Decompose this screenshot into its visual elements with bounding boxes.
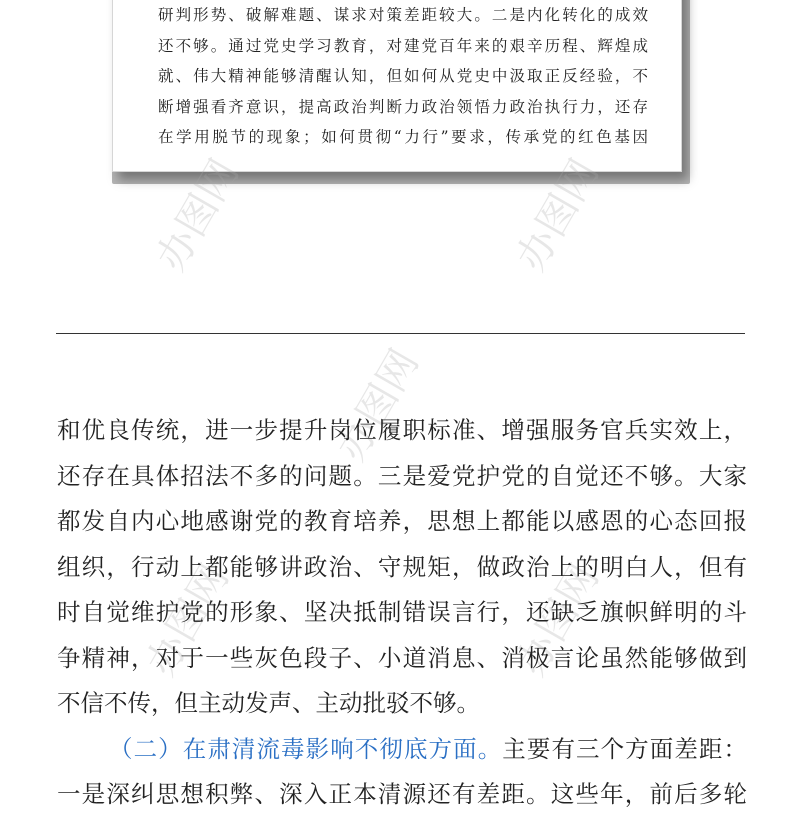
card-line: 还不够。通过党史学习教育，对建党百年来的艰辛历程、辉煌成 (158, 36, 648, 55)
card-line: 就、伟大精神能够清醒认知，但如何从党史中汲取正反经验，不 (158, 67, 648, 85)
body-line: 和优良传统，进一步提升岗位履职标准、增强服务官兵实效上， (57, 416, 747, 444)
card-line: 研判形势、破解难题、谋求对策差距较大。二是内化转化的成效 (158, 6, 648, 24)
body-line: 时自觉维护党的形象、坚决抵制错误言行，还缺乏旗帜鲜明的斗 (57, 598, 747, 626)
watermark: 办图网 (328, 341, 428, 469)
body-line: 不信不传，但主动发声、主动批驳不够。 (57, 689, 480, 717)
section-heading: （二）在肃清流毒影响不彻底方面。 (109, 734, 503, 763)
card-line: 在学用脱节的现象；如何贯彻“力行”要求，传承党的红色基因 (158, 128, 648, 146)
card-line: 断增强看齐意识，提高政治判断力政治领悟力政治执行力，还存 (158, 97, 648, 116)
watermark: 办图网 (508, 151, 608, 279)
body-text (57, 408, 747, 818)
body-line: 争精神，对于一些灰色段子、小道消息、消极言论虽然能够做到 (57, 643, 747, 672)
section-heading-line (57, 727, 747, 773)
body-line: 还存在具体招法不多的问题。三是爱党护党的自觉还不够。大家 (57, 461, 747, 490)
body-line: 都发自内心地感谢党的教育培养，思想上都能以感恩的心态回报 (57, 507, 747, 535)
document-preview-text (158, 0, 648, 153)
body-line: 一是深纠思想积弊、深入正本清源还有差距。这些年，前后多轮 (57, 780, 747, 808)
body-line: 组织，行动上都能够讲政治、守规矩，做政治上的明白人，但有 (57, 552, 747, 581)
section-divider (56, 333, 745, 334)
watermark: 办图网 (508, 556, 608, 684)
watermark: 办图网 (138, 556, 238, 684)
section-heading-rest: 主要有三个方面差距： (502, 734, 748, 763)
watermark: 办图网 (148, 151, 248, 279)
